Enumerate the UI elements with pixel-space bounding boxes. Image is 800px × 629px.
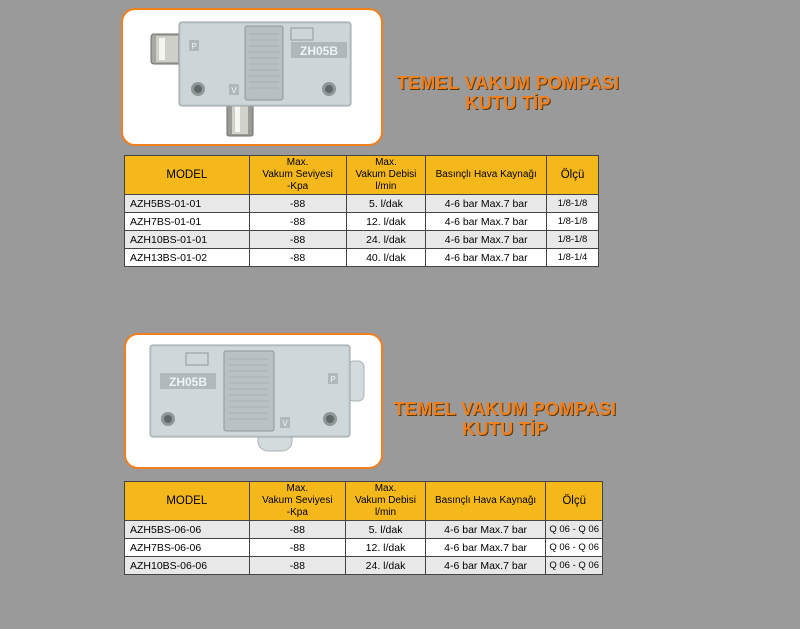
header-vacuum-flow-line-3: l/min — [374, 507, 397, 518]
cell-air: 4-6 bar Max.7 bar — [425, 557, 545, 575]
cell-size: 1/8-1/8 — [547, 231, 599, 249]
header-vacuum-level — [249, 482, 346, 521]
header-vacuum-flow-line-1: Max. — [375, 157, 397, 168]
header-vacuum-flow-line-2: Vakum Debisi — [355, 169, 417, 180]
header-vacuum-level-line-3: -Kpa — [287, 181, 309, 192]
header-vacuum-level-line-1: Max. — [286, 157, 309, 168]
header-vacuum-flow — [346, 482, 426, 521]
cell-vacuum: -88 — [249, 213, 346, 231]
title-line-2: KUTU TİP — [462, 419, 548, 439]
cell-air: 4-6 bar Max.7 bar — [426, 195, 547, 213]
cell-air: 4-6 bar Max.7 bar — [425, 521, 545, 539]
vacuum-pump-illustration — [123, 10, 381, 144]
cell-size: 1/8-1/4 — [547, 249, 599, 267]
header-vacuum-level — [249, 156, 346, 195]
table-row — [125, 213, 599, 231]
spec-table-1 — [124, 155, 599, 267]
cell-vacuum: -88 — [249, 231, 346, 249]
header-model: MODEL — [125, 156, 250, 195]
cell-model: AZH5BS-01-01 — [125, 195, 250, 213]
cell-vacuum: -88 — [249, 557, 346, 575]
cell-flow: 40. l/dak — [346, 249, 426, 267]
cell-flow: 5. l/dak — [346, 195, 426, 213]
cell-vacuum: -88 — [249, 521, 346, 539]
cell-vacuum: -88 — [249, 249, 346, 267]
header-size: Ölçü — [547, 156, 599, 195]
header-vacuum-flow — [346, 156, 426, 195]
header-vacuum-flow-line-3: l/min — [375, 181, 397, 192]
header-model: MODEL — [125, 482, 250, 521]
table-row — [125, 557, 603, 575]
header-vacuum-flow-line-2: Vakum Debisi — [355, 495, 416, 506]
product-photo-card-2 — [124, 333, 383, 469]
table-row — [125, 521, 603, 539]
cell-size: Q 06 - Q 06 — [546, 557, 603, 575]
port-v-label: V — [231, 86, 237, 95]
cell-vacuum: -88 — [249, 539, 346, 557]
cell-model: AZH5BS-06-06 — [125, 521, 250, 539]
port-v-label: V — [282, 419, 288, 428]
table-header-row — [125, 156, 599, 195]
cell-flow: 24. l/dak — [346, 231, 426, 249]
title-line-1: TEMEL VAKUM POMPASI — [396, 73, 620, 93]
cell-model: AZH10BS-06-06 — [125, 557, 250, 575]
header-vacuum-level-line-2: Vakum Seviyesi — [262, 169, 333, 180]
table-row — [125, 195, 599, 213]
device-model-label: ZH05B — [299, 44, 339, 58]
header-air-source: Basınçlı Hava Kaynağı — [425, 482, 545, 521]
header-vacuum-level-line-1: Max. — [286, 483, 309, 494]
header-vacuum-level-line-3: -Kpa — [286, 507, 308, 518]
title-line-2: KUTU TİP — [465, 93, 551, 113]
cell-flow: 12. l/dak — [346, 539, 426, 557]
product-photo-card-1 — [121, 8, 383, 146]
cell-model: AZH10BS-01-01 — [125, 231, 250, 249]
vacuum-pump-illustration — [126, 335, 381, 467]
table-row — [125, 539, 603, 557]
product-title-2 — [380, 399, 630, 439]
cell-model: AZH7BS-06-06 — [125, 539, 250, 557]
table-header-row — [125, 482, 603, 521]
title-line-1: TEMEL VAKUM POMPASI — [393, 399, 617, 419]
cell-flow: 12. l/dak — [346, 213, 426, 231]
cell-flow: 24. l/dak — [346, 557, 426, 575]
header-size: Ölçü — [546, 482, 603, 521]
cell-model: AZH7BS-01-01 — [125, 213, 250, 231]
header-vacuum-flow-line-1: Max. — [374, 483, 397, 494]
port-p-label: P — [191, 42, 197, 51]
header-air-source: Basınçlı Hava Kaynağı — [426, 156, 547, 195]
table-row — [125, 231, 599, 249]
device-model-label: ZH05B — [168, 375, 208, 389]
port-p-label: P — [330, 375, 336, 384]
cell-air: 4-6 bar Max.7 bar — [425, 539, 545, 557]
cell-air: 4-6 bar Max.7 bar — [426, 213, 547, 231]
cell-size: 1/8-1/8 — [547, 195, 599, 213]
table-row — [125, 249, 599, 267]
cell-size: Q 06 - Q 06 — [546, 539, 603, 557]
cell-flow: 5. l/dak — [346, 521, 426, 539]
header-vacuum-level-line-2: Vakum Seviyesi — [262, 495, 333, 506]
cell-size: Q 06 - Q 06 — [546, 521, 603, 539]
spec-table-2 — [124, 481, 603, 575]
cell-model: AZH13BS-01-02 — [125, 249, 250, 267]
cell-air: 4-6 bar Max.7 bar — [426, 231, 547, 249]
product-title-1 — [383, 73, 633, 113]
cell-air: 4-6 bar Max.7 bar — [426, 249, 547, 267]
cell-vacuum: -88 — [249, 195, 346, 213]
cell-size: 1/8-1/8 — [547, 213, 599, 231]
